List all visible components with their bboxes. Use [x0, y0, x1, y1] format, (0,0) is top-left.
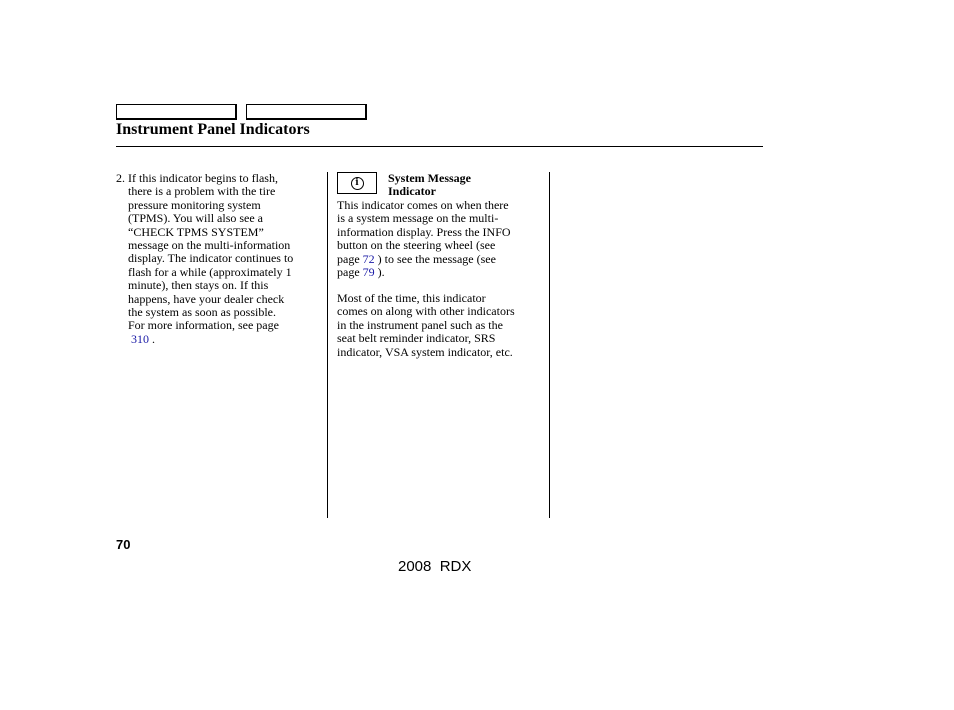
text-line: comes on along with other indicators [337, 304, 515, 319]
text-line: is a system message on the multi- [337, 211, 499, 226]
text-line [337, 266, 543, 279]
text-line: button on the steering wheel (see [337, 238, 496, 253]
text-line: happens, have your dealer check [128, 291, 285, 306]
nav-button-main-menu[interactable] [116, 104, 237, 120]
text-fragment: ) to see the message (see [374, 251, 496, 266]
page-link-310[interactable]: 310 [131, 331, 149, 346]
section-title: Instrument Panel Indicators [116, 121, 310, 138]
text-line: flash for a while (approximately 1 [128, 264, 292, 279]
nav-button-table-of-contents[interactable] [246, 104, 367, 120]
text-line: message on the multi-information [128, 238, 291, 253]
text-line: display. The indicator continues to [128, 251, 294, 266]
column-divider-2 [549, 172, 550, 518]
text-line: in the instrument panel such as the [337, 317, 503, 332]
system-message-paragraph-2 [337, 292, 543, 359]
text-line [337, 253, 543, 266]
link-suffix: . [149, 331, 155, 346]
text-line: (TPMS). You will also see a [128, 211, 264, 226]
page-link-72[interactable]: 72 [362, 251, 375, 266]
text-line: pressure monitoring system [128, 197, 261, 212]
text-fragment: ). [374, 265, 385, 280]
tpms-flash-item [116, 172, 321, 346]
text-line: seat belt reminder indicator, SRS [337, 331, 496, 346]
column-divider-1 [327, 172, 328, 518]
item-body [128, 172, 321, 346]
footer-model-name: 2008 RDX [398, 558, 472, 575]
page-number: 70 [116, 537, 131, 552]
indicator-symbol-box [337, 172, 377, 194]
heading-line: Indicator [388, 184, 436, 199]
text-line: For more information, see page [128, 318, 279, 333]
indicator-heading [388, 172, 528, 199]
item-number: 2. [116, 171, 125, 185]
system-message-paragraph-1 [337, 199, 543, 279]
heading-line: System Message [388, 171, 471, 185]
text-fragment: page [337, 265, 363, 280]
title-divider [116, 146, 763, 147]
text-line [128, 333, 321, 346]
text-line: indicator, VSA system indicator, etc. [337, 344, 513, 359]
page-link-79[interactable]: 79 [362, 265, 375, 280]
text-line: the system as soon as possible. [128, 305, 276, 320]
text-line: Most of the time, this indicator [337, 291, 486, 305]
text-line: This indicator comes on when there [337, 198, 509, 212]
text-line: “CHECK TPMS SYSTEM” [128, 224, 264, 239]
text-line: minute), then stays on. If this [128, 278, 269, 293]
text-fragment: page [337, 251, 363, 266]
text-line: If this indicator begins to flash, [128, 171, 278, 185]
text-line: information display. Press the INFO [337, 224, 511, 239]
text-line: there is a problem with the tire [128, 184, 276, 199]
info-icon: i [351, 177, 364, 190]
